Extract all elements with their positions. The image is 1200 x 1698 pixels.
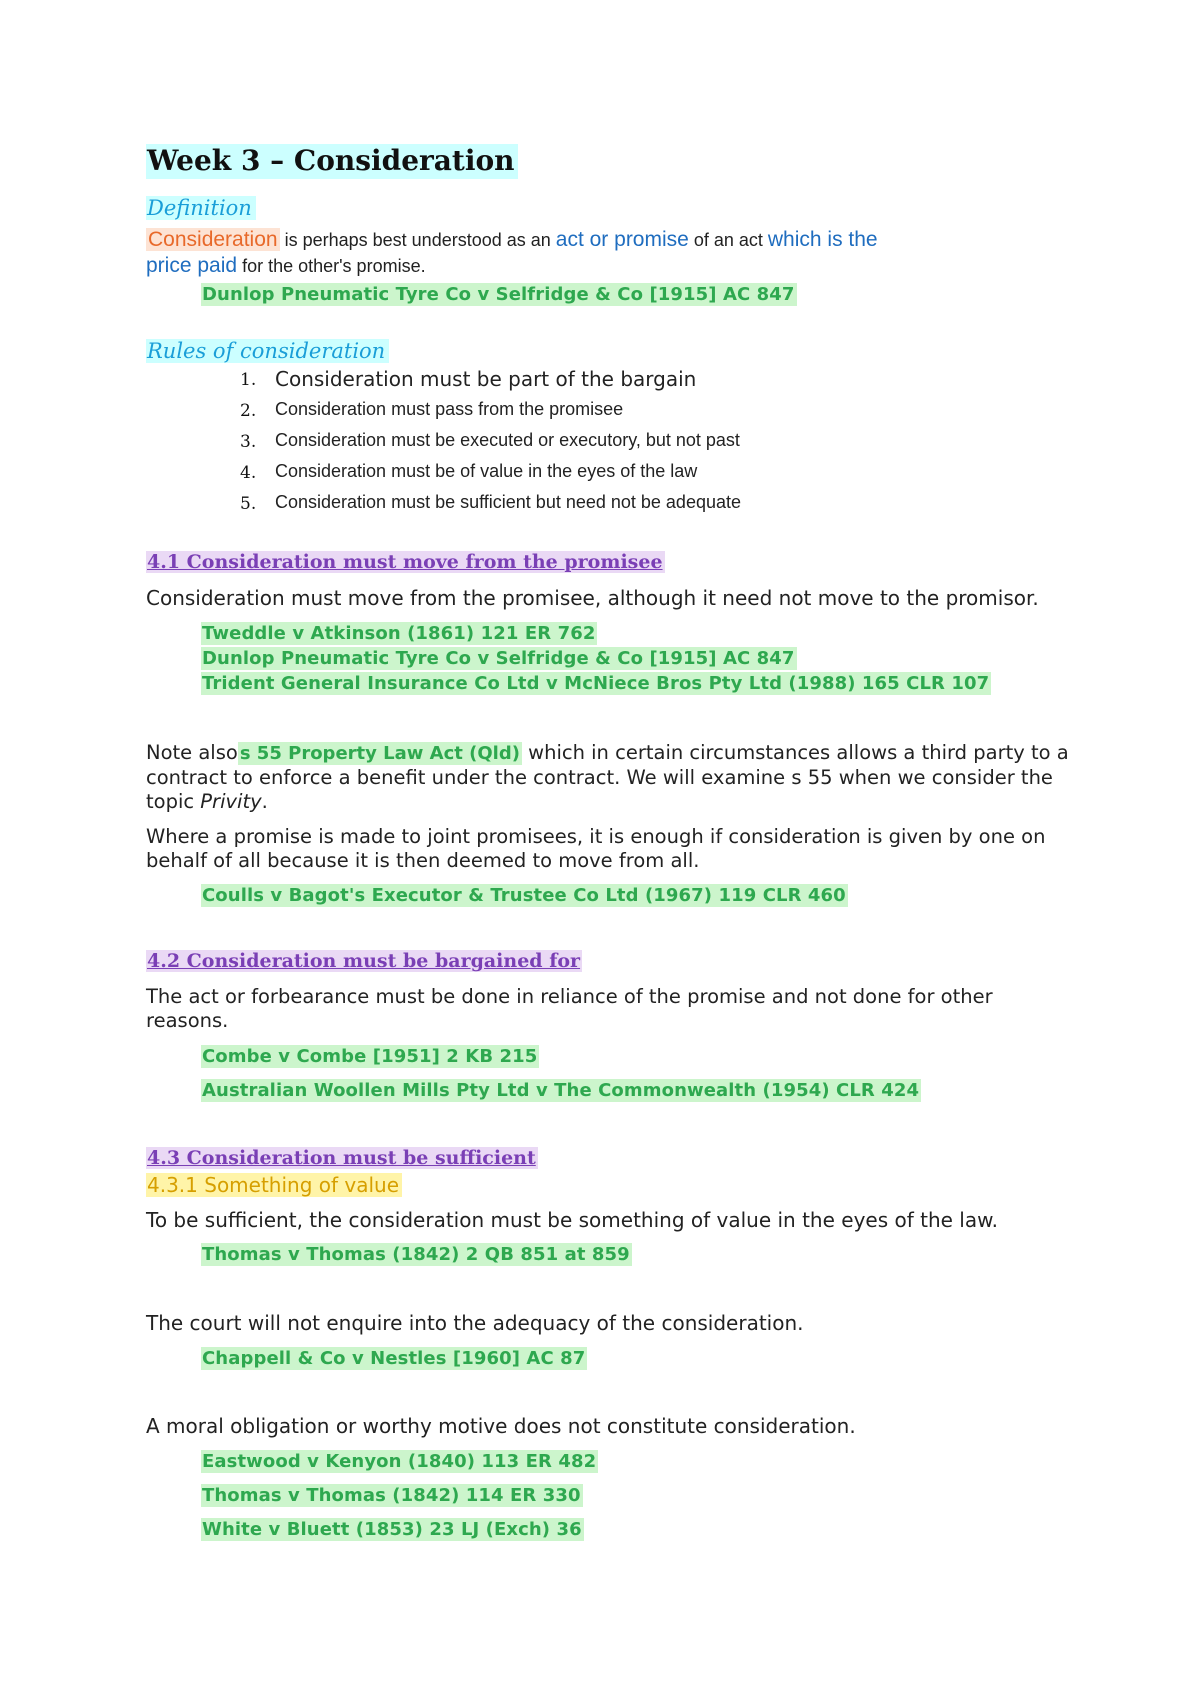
case-citation: Coulls v Bagot's Executor & Trustee Co Ltd (1967) 119 CLR 460 bbox=[202, 885, 846, 906]
case-citation: Thomas v Thomas (1842) 2 QB 851 at 859 bbox=[202, 1244, 630, 1265]
case-citation: Dunlop Pneumatic Tyre Co v Selfridge & Co [1915] AC 847 bbox=[202, 648, 795, 669]
rule-text: Consideration must be executed or executory, but not past bbox=[275, 430, 740, 450]
section-4-1-heading: 4.1 Consideration must move from the promisee bbox=[147, 551, 663, 573]
definition-phrase-2b: price paid bbox=[146, 254, 238, 277]
definition-case: Dunlop Pneumatic Tyre Co v Selfridge & Co [1915] AC 847 bbox=[202, 284, 795, 305]
definition-term: Consideration bbox=[148, 228, 278, 251]
case-citation: Australian Woollen Mills Pty Ltd v The Commonwealth (1954) CLR 424 bbox=[202, 1080, 920, 1101]
page-title: Week 3 – Consideration bbox=[146, 144, 518, 179]
definition-heading: Definition bbox=[146, 196, 256, 220]
rule-text: Consideration must be part of the bargain bbox=[275, 367, 697, 391]
rule-number: 2. bbox=[240, 401, 257, 421]
case-citation: Eastwood v Kenyon (1840) 113 ER 482 bbox=[202, 1451, 597, 1472]
definition-text-1: is perhaps best understood as an bbox=[279, 230, 556, 250]
joint-promisees-text: Where a promise is made to joint promisees, it is enough if consideration is given by one on behalf of all because it is then deemed to move from all. bbox=[146, 825, 1046, 872]
case-citation: Trident General Insurance Co Ltd v McNiece Bros Pty Ltd (1988) 165 CLR 107 bbox=[202, 673, 990, 694]
note-text: which in certain circumstances allows a third party to a contract to enforce a benefit under the contract. We will examine s 55 when we consider the topic bbox=[146, 741, 1069, 813]
statute-reference: s 55 Property Law Act (Qld) bbox=[239, 743, 520, 764]
section-4-2-heading: 4.2 Consideration must be bargained for bbox=[147, 950, 581, 972]
rule-number: 3. bbox=[240, 432, 257, 452]
note-text: . bbox=[261, 790, 268, 813]
rule-text: Consideration must be sufficient but need not be adequate bbox=[275, 492, 741, 512]
rule-number: 1. bbox=[240, 370, 257, 390]
definition-phrase-1: act or promise bbox=[555, 228, 689, 251]
case-citation: Combe v Combe [1951] 2 KB 215 bbox=[202, 1046, 538, 1067]
rule-text: Consideration must be of value in the eyes of the law bbox=[275, 461, 698, 481]
case-citation: Chappell & Co v Nestles [1960] AC 87 bbox=[202, 1348, 586, 1369]
definition-text-3: for the other's promise. bbox=[237, 256, 426, 276]
section-4-3-text-3: A moral obligation or worthy motive does not constitute consideration. bbox=[146, 1414, 856, 1438]
section-4-3-text-1: To be sufficient, the consideration must be something of value in the eyes of the law. bbox=[146, 1208, 999, 1232]
rule-text: Consideration must pass from the promisee bbox=[275, 399, 624, 419]
rule-number: 4. bbox=[240, 463, 257, 483]
section-4-1-text: Consideration must move from the promisee, although it need not move to the promisor. bbox=[146, 586, 1039, 610]
case-citation: White v Bluett (1853) 23 LJ (Exch) 36 bbox=[202, 1519, 582, 1540]
case-citation: Tweddle v Atkinson (1861) 121 ER 762 bbox=[202, 623, 596, 644]
section-4-3-text-2: The court will not enquire into the adequacy of the consideration. bbox=[146, 1311, 804, 1335]
rules-heading: Rules of consideration bbox=[146, 339, 389, 363]
privity-note bbox=[146, 741, 1081, 814]
definition-phrase-2a: which is the bbox=[767, 228, 878, 251]
section-4-2-text: The act or forbearance must be done in reliance of the promise and not done for other reasons. bbox=[146, 985, 993, 1032]
case-citation: Thomas v Thomas (1842) 114 ER 330 bbox=[202, 1485, 581, 1506]
note-italic: Privity bbox=[200, 790, 262, 813]
definition-text-2: of an act bbox=[688, 230, 768, 250]
section-4-3-1-heading: 4.3.1 Something of value bbox=[146, 1173, 402, 1197]
definition-line-2 bbox=[146, 254, 426, 278]
definition-line-1 bbox=[146, 228, 878, 252]
note-text: Note also bbox=[146, 741, 238, 764]
rule-number: 5. bbox=[240, 494, 257, 514]
section-4-3-heading: 4.3 Consideration must be sufficient bbox=[147, 1147, 536, 1169]
